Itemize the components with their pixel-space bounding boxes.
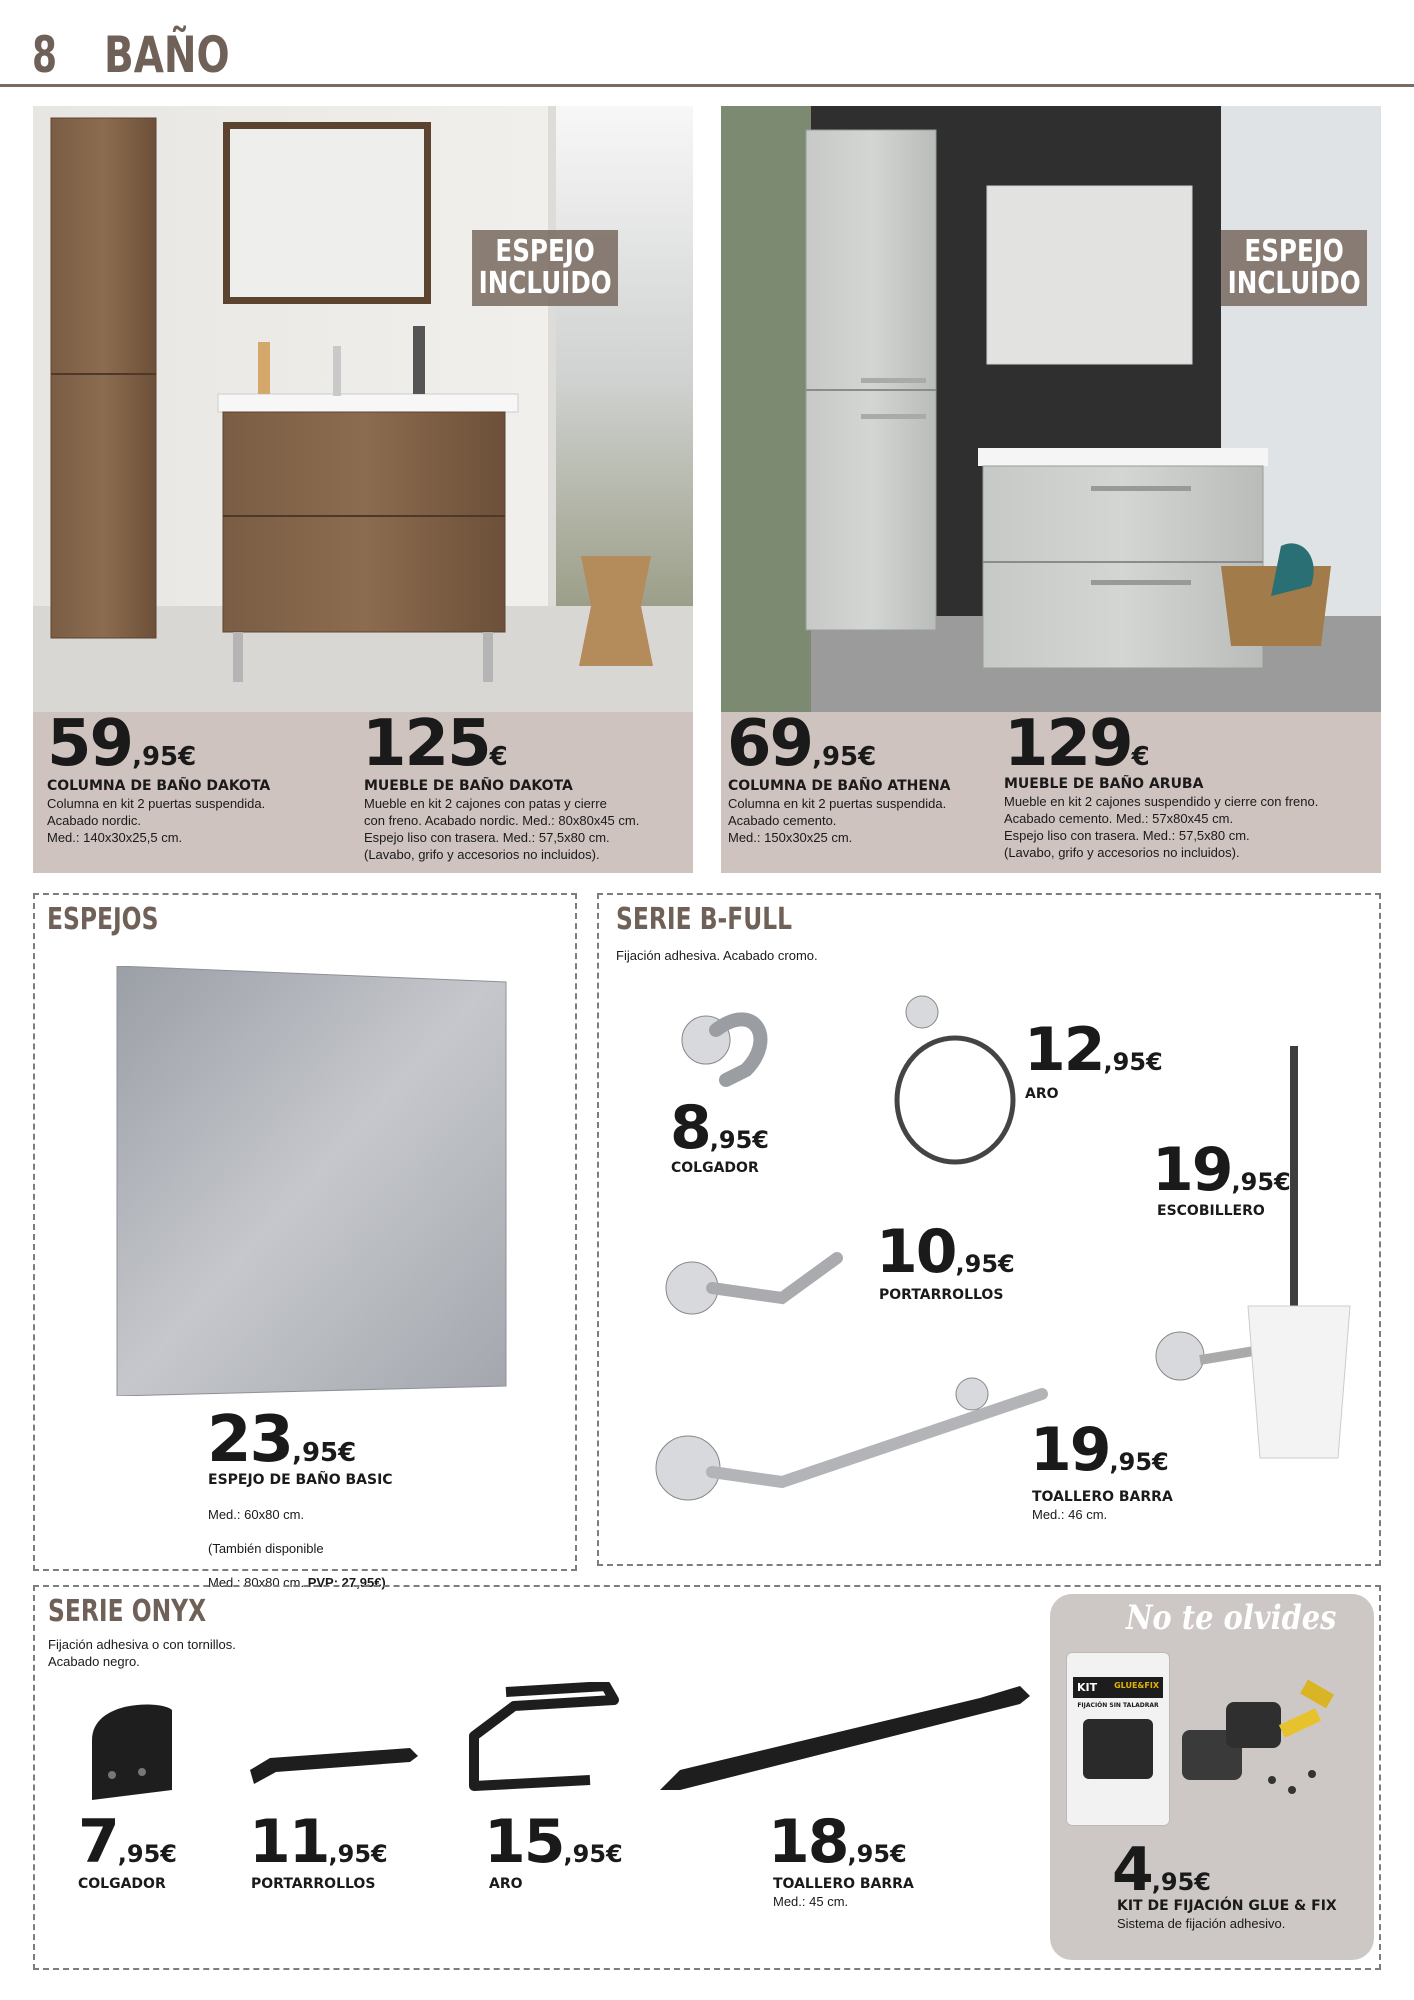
mirror-included-badge: ESPEJO INCLUIDO (472, 230, 618, 306)
chrome-toilet-roll-holder-image (662, 1238, 852, 1328)
price-bfull-aro: 12,95€ (1024, 1015, 1163, 1085)
product-desc-columna-dakota: Columna en kit 2 puertas suspendida. Acabado nordic. Med.: 140x30x25,5 cm. (47, 796, 266, 845)
product-name-espejo-basic: ESPEJO DE BAÑO BASIC (208, 1472, 393, 1488)
onyx-toallero-desc: Med.: 45 cm. (773, 1894, 849, 1909)
black-toilet-roll-holder-image (244, 1730, 424, 1800)
header-divider (0, 84, 1414, 87)
no-te-olvides-title: No te olvides (1126, 1598, 1337, 1638)
kit-label: KIT (1077, 1681, 1098, 1694)
espejos-title: ESPEJOS (47, 902, 159, 937)
price-mueble-dakota: 125€ (362, 707, 508, 781)
glue-fix-kit-parts-image (1172, 1680, 1362, 1810)
kit-brand: GLUE&FIX (1114, 1681, 1159, 1690)
chrome-towel-bar-image (652, 1372, 1052, 1512)
price-bfull-colgador: 8,95€ (670, 1093, 769, 1163)
black-towel-bar-image (656, 1682, 1034, 1814)
page-number: 8 (32, 26, 58, 84)
price-columna-athena: 69,95€ (727, 707, 877, 781)
bfull-escobillero-name: ESCOBILLERO (1157, 1203, 1265, 1219)
price-onyx-colgador: 7,95€ (78, 1807, 177, 1877)
product-desc-mueble-dakota: Mueble en kit 2 cajones con patas y cierre con freno. Acabado nordic. Med.: 80x80x45 cm. Espejo liso con trasera. Med.: 57,5x80 cm. (Lavabo, grifo y accesorios no incluidos). (364, 796, 640, 862)
product-desc-mueble-aruba: Mueble en kit 2 cajones suspendido y cierre con freno. Acabado cemento. Med.: 57x80x45 cm. Espejo liso con trasera. Med.: 57,5x80 cm. (Lavabo, grifo y accesorios no incluidos). (1004, 794, 1319, 860)
price-espejo-basic: 23,95€ (207, 1403, 357, 1477)
bfull-title: SERIE B-FULL (616, 902, 793, 937)
black-towel-ring-image (466, 1682, 636, 1812)
onyx-portarrollos-name: PORTARROLLOS (251, 1876, 376, 1892)
price-onyx-toallero: 18,95€ (768, 1807, 907, 1877)
price-bfull-toallero: 19,95€ (1030, 1415, 1169, 1485)
bfull-colgador-name: COLGADOR (671, 1160, 759, 1176)
product-desc-espejo-basic: Med.: 60x80 cm. (También disponible Med.: 80x80 cm. PVP: 27,95€) (208, 1507, 386, 1590)
product-name-mueble-dakota: MUEBLE DE BAÑO DAKOTA (364, 778, 573, 794)
onyx-subtitle: Fijación adhesiva o con tornillos. Acabado negro. (48, 1637, 236, 1669)
dakota-photo (33, 106, 693, 712)
price-kit-glue-fix: 4,95€ (1112, 1835, 1211, 1905)
bfull-subtitle: Fijación adhesiva. Acabado cromo. (616, 948, 818, 963)
bfull-aro-name: ARO (1025, 1086, 1059, 1102)
bfull-toallero-desc: Med.: 46 cm. (1032, 1507, 1108, 1522)
kit-glue-fix-desc: Sistema de fijación adhesivo. (1117, 1916, 1286, 1931)
onyx-toallero-name: TOALLERO BARRA (773, 1876, 914, 1892)
glue-fix-kit-package (1066, 1652, 1170, 1826)
onyx-title: SERIE ONYX (48, 1594, 207, 1629)
bfull-toallero-name: TOALLERO BARRA (1032, 1489, 1173, 1505)
athena-aruba-photo (721, 106, 1381, 712)
product-desc-columna-athena: Columna en kit 2 puertas suspendida. Acabado cemento. Med.: 150x30x25 cm. (728, 796, 947, 845)
price-onyx-aro: 15,95€ (484, 1807, 623, 1877)
page-title: BAÑO (104, 26, 230, 84)
mirror-image (116, 966, 508, 1396)
price-onyx-portarrollos: 11,95€ (249, 1807, 388, 1877)
price-bfull-escobillero: 19,95€ (1152, 1135, 1291, 1205)
black-hook-image (82, 1700, 182, 1810)
product-name-mueble-aruba: MUEBLE DE BAÑO ARUBA (1004, 776, 1204, 792)
chrome-towel-ring-image (880, 990, 1020, 1170)
chrome-hook-image (676, 1000, 776, 1090)
onyx-aro-name: ARO (489, 1876, 523, 1892)
mirror-included-badge-2: ESPEJO INCLUIDO (1221, 230, 1367, 306)
price-columna-dakota: 59,95€ (47, 707, 197, 781)
price-bfull-portarrollos: 10,95€ (876, 1217, 1015, 1287)
kit-glue-fix-name: KIT DE FIJACIÓN GLUE & FIX (1117, 1898, 1337, 1914)
onyx-colgador-name: COLGADOR (78, 1876, 166, 1892)
kit-caption: FIJACIÓN SIN TALADRAR (1077, 1702, 1159, 1709)
bfull-portarrollos-name: PORTARROLLOS (879, 1287, 1004, 1303)
chrome-toilet-brush-image (1140, 1040, 1360, 1480)
product-name-columna-dakota: COLUMNA DE BAÑO DAKOTA (47, 778, 271, 794)
pvp-note: PVP: 27,95€) (307, 1575, 386, 1590)
product-name-columna-athena: COLUMNA DE BAÑO ATHENA (728, 778, 951, 794)
price-mueble-aruba: 129€ (1004, 707, 1150, 781)
